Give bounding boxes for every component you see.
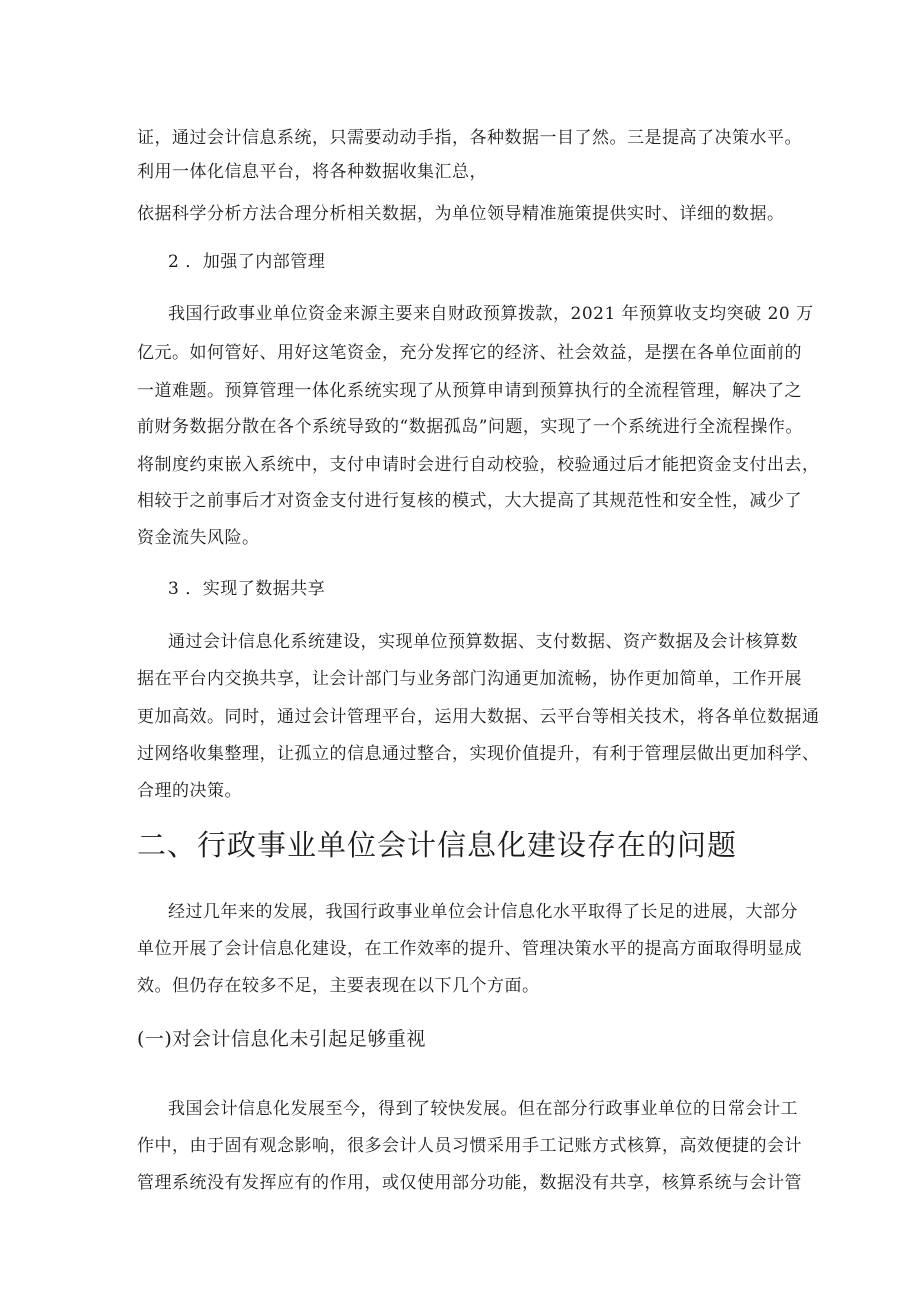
- intro-line-3: 依据科学分析方法合理分析相关数据，为单位领导精准施策提供实时、详细的数据。: [137, 204, 785, 224]
- item3-line-2: 据在平台内交换共享，让会计部门与业务部门沟通更加流畅，协作更加简单，工作开展: [137, 669, 802, 689]
- subsection1-line-1: 我国会计信息化发展至今，得到了较快发展。但在部分行政事业单位的日常会计工: [168, 1099, 798, 1119]
- item2-line-1: 我国行政事业单位资金来源主要来自财政预算拨款，2021 年预算收支均突破 20 万: [168, 304, 814, 324]
- section2-line-2: 单位开展了会计信息化建设，在工作效率的提升、管理决策水平的提高方面取得明显成: [137, 939, 802, 959]
- subsection-heading: (一)对会计信息化未引起足够重视: [137, 1028, 426, 1050]
- section2-line-3: 效。但仍存在较多不足，主要表现在以下几个方面。: [137, 976, 540, 996]
- item2-heading: 2 ．加强了内部管理: [168, 252, 326, 272]
- item3-heading: 3 ．实现了数据共享: [168, 579, 326, 599]
- section2-line-1: 经过几年来的发展，我国行政事业单位会计信息化水平取得了长足的进展，大部分: [168, 902, 798, 922]
- subsection1-line-3: 管理系统没有发挥应有的作用，或仅使用部分功能，数据没有共享，核算系统与会计管: [137, 1173, 802, 1193]
- item2-line-3: 一道难题。预算管理一体化系统实现了从预算申请到预算执行的全流程管理，解决了之: [137, 381, 802, 401]
- intro-line-2: 利用一体化信息平台，将各种数据收集汇总，: [137, 162, 487, 182]
- item2-line-5: 将制度约束嵌入系统中，支付申请时会进行自动校验，校验通过后才能把资金支付出去，: [137, 455, 820, 475]
- item3-line-3: 更加高效。同时，通过会计管理平台，运用大数据、云平台等相关技术，将各单位数据通: [137, 707, 820, 727]
- item2-line-2: 亿元。如何管好、用好这笔资金，充分发挥它的经济、社会效益，是摆在各单位面前的: [137, 343, 802, 363]
- item2-line-6: 相较于之前事后才对资金支付进行复核的模式，大大提高了其规范性和安全性，减少了: [137, 491, 802, 511]
- subsection1-line-2: 作中，由于固有观念影响，很多会计人员习惯采用手工记账方式核算，高效便捷的会计: [137, 1136, 802, 1156]
- item2-line-7: 资金流失风险。: [137, 528, 260, 548]
- item3-line-1: 通过会计信息化系统建设，实现单位预算数据、支付数据、资产数据及会计核算数: [168, 632, 798, 652]
- item3-line-4: 过网络收集整理，让孤立的信息通过整合，实现价值提升，有利于管理层做出更加科学、: [137, 744, 820, 764]
- section-title: 二、行政事业单位会计信息化建设存在的问题: [137, 828, 738, 862]
- intro-line-1: 证，通过会计信息系统，只需要动动手指，各种数据一目了然。三是提高了决策水平。: [137, 128, 802, 148]
- item3-line-5: 合理的决策。: [137, 781, 242, 801]
- item2-line-4: 前财务数据分散在各个系统导致的“数据孤岛”问题，实现了一个系统进行全流程操作。: [137, 417, 803, 437]
